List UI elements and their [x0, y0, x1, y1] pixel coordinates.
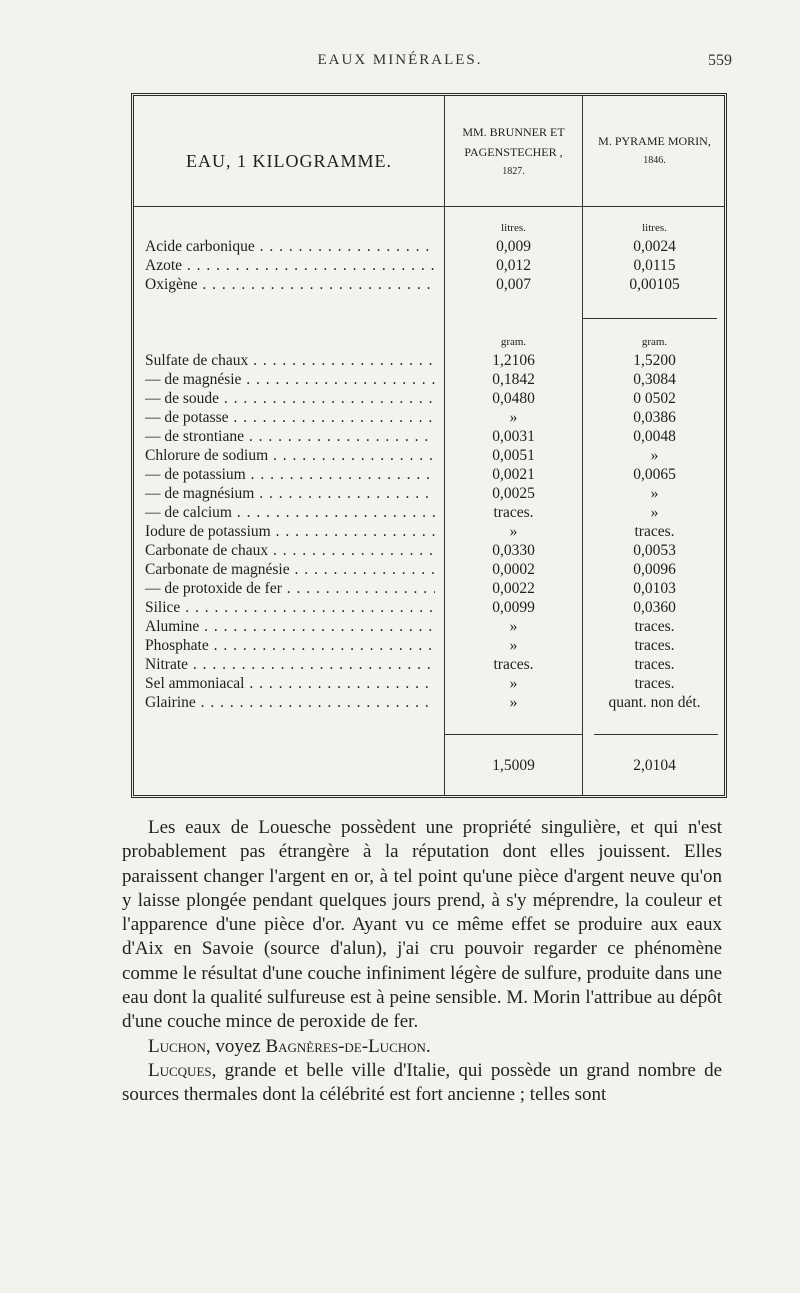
- substance-name: Sulfate de chaux . . .: [145, 352, 435, 370]
- value-brunner: 0,012: [496, 257, 531, 274]
- table-total-row: [134, 757, 724, 775]
- value-brunner: 0,0022: [492, 580, 535, 597]
- substance-name: Alumine . . .: [145, 618, 435, 636]
- paragraph-luchon: [122, 1035, 722, 1059]
- value-brunner: »: [509, 523, 518, 540]
- header-rule: [134, 206, 724, 207]
- substance-name: Chlorure de sodium . . .: [145, 447, 435, 465]
- value-morin: 0,00105: [629, 276, 680, 293]
- value-brunner: 0,0031: [492, 428, 535, 445]
- header-line: M. PYRAME MORIN,: [598, 134, 711, 148]
- analysis-table: [131, 93, 727, 798]
- value-morin: 0,0024: [633, 238, 676, 255]
- value-brunner: traces.: [493, 656, 534, 673]
- table-row: [134, 352, 724, 370]
- table-row: [134, 694, 724, 712]
- substance-name: — de protoxide de fer . . .: [145, 580, 435, 598]
- running-head: [0, 52, 800, 76]
- body-text: [122, 816, 722, 1108]
- table-header-water: EAU, 1 KILOGRAMME.: [186, 151, 392, 171]
- value-morin: quant. non dét.: [608, 694, 701, 711]
- salt-unit-col3: gram.: [641, 336, 668, 348]
- value-morin: 0,0053: [633, 542, 676, 559]
- substance-name: Sel ammoniacal . . .: [145, 675, 435, 693]
- cross-ref-end: .: [425, 1035, 431, 1057]
- table-row: [134, 428, 724, 446]
- table-row: [134, 447, 724, 465]
- value-brunner: »: [509, 694, 518, 711]
- table-row: [134, 504, 724, 522]
- table-row: [134, 276, 724, 294]
- substance-name: Phosphate . . .: [145, 637, 435, 655]
- substance-name: — de soude . . .: [145, 390, 435, 408]
- value-morin: 0,0360: [633, 599, 676, 616]
- substance-name: — de calcium . . .: [145, 504, 435, 522]
- header-year: 1846.: [643, 155, 666, 166]
- value-morin: »: [650, 504, 659, 521]
- substance-name: — de potassium . . .: [145, 466, 435, 484]
- table-row: [134, 675, 724, 693]
- value-brunner: 0,0330: [492, 542, 535, 559]
- value-brunner: »: [509, 409, 518, 426]
- value-morin: 0,3084: [633, 371, 676, 388]
- cross-ref-text: , voyez: [205, 1035, 266, 1057]
- table-row: [134, 409, 724, 427]
- entry-term-luchon: Luchon: [148, 1035, 206, 1057]
- value-brunner: 0,0002: [492, 561, 535, 578]
- table-row: [134, 371, 724, 389]
- total-rule: [594, 734, 718, 735]
- value-morin: 0,0386: [633, 409, 676, 426]
- substance-name: — de strontiane . . .: [145, 428, 435, 446]
- total-morin: 2,0104: [633, 757, 676, 774]
- total-rule: [445, 734, 582, 735]
- substance-name: Nitrate . . .: [145, 656, 435, 674]
- substance-name: — de magnésie . . .: [145, 371, 435, 389]
- value-morin: »: [650, 447, 659, 464]
- header-line: PAGENSTECHER ,: [464, 145, 563, 159]
- value-brunner: »: [509, 637, 518, 654]
- table-row: [134, 485, 724, 503]
- section-rule: [583, 318, 717, 319]
- entry-term-lucques: Lucques: [148, 1059, 212, 1081]
- value-morin: 0,0103: [633, 580, 676, 597]
- page-number: 559: [708, 52, 732, 69]
- substance-name: Silice . . .: [145, 599, 435, 617]
- table-row: [134, 390, 724, 408]
- value-morin: traces.: [634, 675, 675, 692]
- table-row: [134, 238, 724, 256]
- table-row: [134, 599, 724, 617]
- substance-name: Oxigène . . .: [145, 276, 435, 294]
- value-brunner: 0,0099: [492, 599, 535, 616]
- value-brunner: 0,009: [496, 238, 531, 255]
- table-row: [134, 561, 724, 579]
- table-row: [134, 580, 724, 598]
- value-morin: 0,0096: [633, 561, 676, 578]
- table-row: [134, 466, 724, 484]
- total-brunner: 1,5009: [492, 757, 535, 774]
- value-morin: 0 0502: [633, 390, 676, 407]
- value-morin: traces.: [634, 523, 675, 540]
- value-morin: 1,5200: [633, 352, 676, 369]
- paragraph-louesche: Les eaux de Louesche possèdent une propriété singulière, et qui n'est probablement pas étrangère à la réputation dont elles jouissent. Elles paraissent changer l'argent en or, à tel point qu'une pièce d'argent neuve qu'on y laisse plongée pendant quelques jours prend, à s'y méprendre, la couleur et l'apparence d'une pièce d'or. Ayant vu ce même effet se produire aux eaux d'Aix en Savoie (source d'alun), j'ai cru pouvoir regarder ce phénomène comme le résultat d'une couche infiniment légère de sulfure, produite dans une eau dont la qualité sulfureuse est à peine sensible. M. Morin l'attribue au dépôt d'une couche mince de peroxide de fer.: [122, 817, 722, 1033]
- value-brunner: 0,0051: [492, 447, 535, 464]
- value-morin: traces.: [634, 637, 675, 654]
- substance-name: — de potasse . . .: [145, 409, 435, 427]
- running-title: EAUX MINÉRALES.: [317, 52, 483, 68]
- header-line: MM. BRUNNER ET: [462, 125, 565, 139]
- table-row: [134, 656, 724, 674]
- table-row: [134, 257, 724, 275]
- gas-unit-col3: litres.: [642, 222, 667, 234]
- value-brunner: 1,2106: [492, 352, 535, 369]
- value-morin: traces.: [634, 618, 675, 635]
- table-header-brunner: [445, 122, 582, 182]
- table-row: [134, 542, 724, 560]
- paragraph-lucques: [122, 1059, 722, 1108]
- value-brunner: 0,007: [496, 276, 531, 293]
- substance-name: Carbonate de chaux . . .: [145, 542, 435, 560]
- value-brunner: 0,0021: [492, 466, 535, 483]
- value-brunner: »: [509, 675, 518, 692]
- value-morin: 0,0048: [633, 428, 676, 445]
- value-morin: »: [650, 485, 659, 502]
- gas-unit-col2: litres.: [501, 222, 526, 234]
- table-row: [134, 637, 724, 655]
- substance-name: Carbonate de magnésie . . .: [145, 561, 435, 579]
- table-row: [134, 523, 724, 541]
- substance-name: Azote . . .: [145, 257, 435, 275]
- table-row: [134, 618, 724, 636]
- value-morin: traces.: [634, 656, 675, 673]
- value-brunner: 0,0025: [492, 485, 535, 502]
- value-brunner: »: [509, 618, 518, 635]
- value-brunner: 0,1842: [492, 371, 535, 388]
- substance-name: Glairine . . .: [145, 694, 435, 712]
- value-morin: 0,0115: [633, 257, 676, 274]
- cross-ref-bagneres: Bagnères-de-Luchon: [265, 1035, 426, 1057]
- substance-name: Iodure de potassium . . .: [145, 523, 435, 541]
- value-morin: 0,0065: [633, 466, 676, 483]
- value-brunner: traces.: [493, 504, 534, 521]
- header-year: 1827.: [502, 166, 525, 177]
- lucques-text: , grande et belle ville d'Italie, qui possède un grand nombre de sources thermales dont la célébrité est fort ancienne ; telles sont: [122, 1059, 722, 1106]
- value-brunner: 0,0480: [492, 390, 535, 407]
- salt-unit-col2: gram.: [500, 336, 527, 348]
- substance-name: — de magnésium . . .: [145, 485, 435, 503]
- table-header-morin: [583, 131, 726, 171]
- substance-name: Acide carbonique . . .: [145, 238, 435, 256]
